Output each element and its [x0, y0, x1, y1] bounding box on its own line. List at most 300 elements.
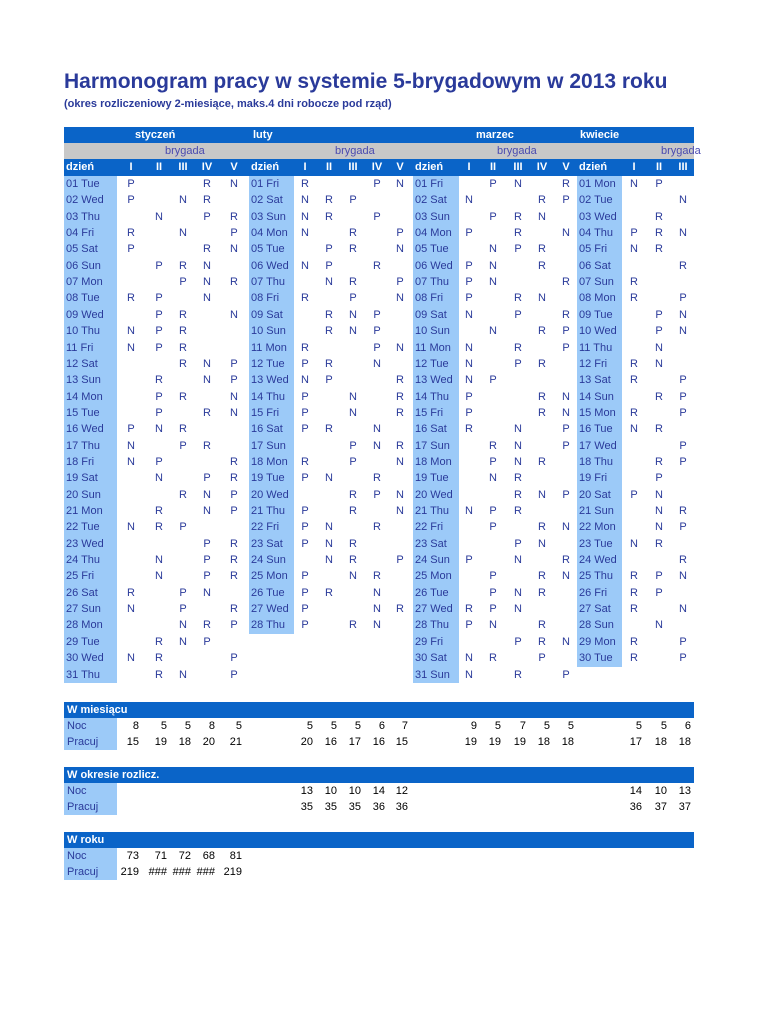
shift-cell: R	[655, 243, 663, 256]
shift-cell: N	[465, 194, 473, 207]
summary-value: 5	[184, 720, 191, 732]
summary-value: 37	[654, 801, 667, 813]
day-cell: 24 Thu	[66, 554, 101, 567]
shift-cell: R	[179, 357, 187, 370]
summary-value: 16	[372, 736, 385, 748]
shift-cell: R	[396, 390, 404, 403]
summary-value: 5	[235, 720, 242, 732]
shift-cell: R	[396, 603, 404, 616]
shift-cell: P	[630, 227, 638, 240]
shift-cell: R	[538, 357, 546, 370]
brigade-header-V: V	[562, 161, 570, 173]
shift-cell: N	[349, 406, 357, 419]
shift-cell: P	[562, 325, 570, 338]
summary-row-label: Noc	[64, 848, 117, 864]
shift-cell: N	[349, 390, 357, 403]
summary-value: 17	[348, 736, 361, 748]
shift-cell: R	[538, 455, 546, 468]
summary-value: 219	[223, 866, 242, 878]
shift-cell: N	[127, 341, 135, 354]
shift-cell: P	[127, 243, 135, 256]
shift-cell: N	[514, 439, 522, 452]
day-cell: 03 Sun	[251, 210, 286, 223]
shift-cell: N	[373, 423, 381, 436]
shift-cell: P	[679, 635, 687, 648]
shift-cell: N	[301, 194, 309, 207]
shift-cell: N	[155, 570, 163, 583]
day-cell: 28 Thu	[415, 619, 450, 632]
summary-value: 16	[324, 736, 337, 748]
shift-cell: P	[679, 455, 687, 468]
shift-cell: R	[562, 554, 570, 567]
shift-cell: R	[325, 325, 333, 338]
summary-value: 18	[178, 736, 191, 748]
day-cell: 14 Mon	[66, 390, 103, 403]
summary-value: 10	[324, 785, 337, 797]
shift-cell: N	[538, 292, 546, 305]
day-cell: 22 Mon	[579, 521, 616, 534]
shift-cell: P	[203, 210, 211, 223]
shift-cell: N	[230, 406, 238, 419]
shift-cell: R	[630, 586, 638, 599]
shift-cell: N	[630, 243, 638, 256]
shift-cell: P	[179, 439, 187, 452]
shift-cell: N	[655, 488, 663, 501]
shift-cell: R	[562, 178, 570, 190]
summary-value: 8	[208, 720, 215, 732]
day-cell: 28 Mon	[66, 619, 103, 632]
brigade-header-I: I	[632, 161, 636, 173]
shift-cell: R	[538, 194, 546, 207]
shift-cell: P	[465, 259, 473, 272]
summary-value: 8	[132, 720, 139, 732]
shift-cell: R	[630, 406, 638, 419]
shift-cell: N	[514, 554, 522, 567]
shift-cell: R	[655, 210, 663, 223]
shift-cell: R	[489, 439, 497, 452]
day-cell: 12 Sat	[66, 357, 98, 370]
summary-value: 19	[488, 736, 501, 748]
shift-cell: N	[465, 668, 473, 681]
shift-cell: N	[325, 521, 333, 534]
day-cell: 27 Sun	[66, 603, 101, 616]
shift-cell: P	[155, 390, 163, 403]
shift-cell: P	[514, 635, 522, 648]
shift-cell: P	[230, 374, 238, 387]
shift-cell: N	[127, 652, 135, 665]
day-cell: 10 Sun	[415, 325, 450, 338]
day-cell: 03 Sun	[415, 210, 450, 223]
shift-cell: N	[301, 259, 309, 272]
shift-cell: R	[396, 406, 404, 419]
shift-cell: P	[301, 423, 309, 436]
shift-cell: P	[489, 586, 497, 599]
shift-cell: R	[301, 341, 309, 354]
shift-cell: P	[179, 521, 187, 534]
shift-cell: P	[203, 635, 211, 648]
summary-row-label: Pracuj	[64, 799, 117, 815]
shift-cell: N	[127, 455, 135, 468]
shift-cell: N	[489, 472, 497, 485]
shift-cell: N	[301, 227, 309, 240]
shift-cell: N	[155, 554, 163, 567]
shift-cell: R	[679, 259, 687, 272]
shift-cell: P	[562, 194, 570, 207]
shift-cell: P	[538, 652, 546, 665]
day-cell: 17 Sun	[251, 439, 286, 452]
day-cell: 27 Sat	[579, 603, 611, 616]
shift-cell: N	[396, 292, 404, 305]
summary-value: 37	[678, 801, 691, 813]
shift-cell: R	[325, 194, 333, 207]
brigade-header-IV: IV	[201, 161, 213, 173]
shift-cell: R	[155, 635, 163, 648]
shift-cell: N	[514, 603, 522, 616]
shift-cell: N	[465, 357, 473, 370]
day-cell: 01 Fri	[415, 178, 444, 190]
shift-cell: N	[655, 505, 663, 517]
day-cell: 13 Sun	[66, 374, 101, 387]
shift-cell: R	[489, 652, 497, 665]
brigade-label: brygada	[497, 145, 537, 157]
shift-cell: N	[179, 227, 187, 240]
day-cell: 13 Wed	[415, 374, 453, 387]
shift-cell: P	[301, 521, 309, 534]
shift-cell: R	[679, 505, 687, 517]
shift-cell: P	[396, 227, 404, 240]
shift-cell: N	[203, 276, 211, 289]
summary-value: 5	[567, 720, 574, 732]
brigade-header-III: III	[348, 161, 358, 173]
day-cell: 07 Thu	[415, 276, 450, 289]
shift-cell: N	[179, 194, 187, 207]
shift-cell: P	[301, 603, 309, 616]
shift-cell: R	[538, 390, 546, 403]
summary-value: 17	[629, 736, 642, 748]
day-cell: 23 Tue	[579, 537, 613, 550]
shift-cell: R	[325, 210, 333, 223]
shift-cell: R	[301, 292, 309, 305]
brigade-header-V: V	[396, 161, 404, 173]
summary-value: 12	[395, 785, 408, 797]
summary-value: 6	[378, 720, 385, 732]
shift-cell: R	[655, 423, 663, 436]
summary-value: 36	[629, 801, 642, 813]
summary-value: 35	[348, 801, 361, 813]
shift-cell: R	[179, 423, 187, 436]
shift-cell: R	[203, 619, 211, 632]
shift-cell: P	[630, 488, 638, 501]
summary-value: 5	[660, 720, 667, 732]
shift-cell: N	[679, 194, 687, 207]
shift-cell: R	[349, 505, 357, 517]
shift-cell: N	[465, 652, 473, 665]
shift-cell: N	[203, 505, 211, 517]
shift-cell: P	[562, 439, 570, 452]
shift-cell: P	[301, 390, 309, 403]
summary-value: 18	[678, 736, 691, 748]
shift-cell: P	[655, 308, 663, 321]
day-cell: 02 Sat	[415, 194, 447, 207]
shift-cell: P	[489, 603, 497, 616]
shift-cell: R	[630, 357, 638, 370]
day-cell: 24 Sun	[251, 554, 286, 567]
day-cell: 26 Sat	[66, 586, 98, 599]
day-cell: 05 Fri	[579, 243, 608, 256]
shift-cell: N	[655, 357, 663, 370]
shift-cell: P	[203, 537, 211, 550]
shift-cell: N	[562, 406, 570, 419]
summary-value: 18	[537, 736, 550, 748]
shift-cell: P	[373, 308, 381, 321]
shift-cell: N	[230, 390, 238, 403]
summary-value: 73	[126, 850, 139, 862]
summary-value: 5	[635, 720, 642, 732]
day-cell: 09 Sat	[251, 308, 283, 321]
shift-cell: P	[465, 619, 473, 632]
day-cell: 05 Sat	[66, 243, 98, 256]
shift-cell: N	[514, 423, 522, 436]
shift-cell: N	[155, 472, 163, 485]
shift-cell: P	[230, 227, 238, 240]
shift-cell: N	[179, 619, 187, 632]
brigade-header-IV: IV	[371, 161, 383, 173]
day-cell: 29 Fri	[415, 635, 444, 648]
brigade-header-I: I	[467, 161, 471, 173]
shift-cell: R	[514, 210, 522, 223]
summary-value: 5	[494, 720, 501, 732]
day-cell: 13 Sat	[579, 374, 611, 387]
summary-value: 20	[300, 736, 313, 748]
shift-cell: R	[630, 292, 638, 305]
shift-cell: P	[514, 243, 522, 256]
summary-value: 5	[543, 720, 550, 732]
shift-cell: P	[127, 194, 135, 207]
shift-cell: P	[373, 341, 381, 354]
shift-cell: P	[373, 210, 381, 223]
shift-cell: N	[396, 243, 404, 256]
summary-value: 15	[395, 736, 408, 748]
shift-cell: N	[679, 308, 687, 321]
day-cell: 09 Sat	[415, 308, 447, 321]
summary-value: ###	[148, 866, 167, 878]
shift-cell: R	[373, 521, 381, 534]
day-cell: 30 Wed	[66, 652, 104, 665]
shift-cell: N	[203, 586, 211, 599]
shift-cell: N	[630, 178, 638, 190]
day-cell: 21 Mon	[66, 505, 103, 517]
shift-cell: R	[230, 603, 238, 616]
shift-cell: P	[301, 570, 309, 583]
shift-cell: R	[230, 570, 238, 583]
shift-cell: P	[655, 325, 663, 338]
shift-cell: P	[230, 488, 238, 501]
summary-row-label: Noc	[64, 718, 117, 734]
shift-cell: R	[230, 537, 238, 550]
shift-cell: P	[301, 619, 309, 632]
shift-cell: R	[538, 325, 546, 338]
day-cell: 02 Wed	[66, 194, 104, 207]
shift-cell: N	[489, 619, 497, 632]
day-cell: 05 Tue	[251, 243, 285, 256]
brigade-header-II: II	[655, 161, 663, 173]
shift-cell: N	[127, 603, 135, 616]
shift-cell: R	[325, 423, 333, 436]
day-cell: 16 Sat	[415, 423, 447, 436]
summary-value: 7	[519, 720, 526, 732]
day-cell: 20 Wed	[251, 488, 289, 501]
shift-cell: P	[489, 374, 497, 387]
day-cell: 07 Mon	[66, 276, 103, 289]
summary-value: 10	[654, 785, 667, 797]
shift-cell: R	[514, 341, 522, 354]
summary-value: 21	[229, 736, 242, 748]
shift-cell: P	[203, 570, 211, 583]
shift-cell: R	[465, 423, 473, 436]
shift-cell: R	[349, 227, 357, 240]
day-cell: 30 Sat	[415, 652, 447, 665]
shift-cell: N	[155, 210, 163, 223]
day-cell: 23 Wed	[66, 537, 104, 550]
shift-cell: P	[679, 521, 687, 534]
shift-cell: N	[489, 243, 497, 256]
shift-cell: N	[679, 227, 687, 240]
shift-cell: R	[514, 488, 522, 501]
brigade-header-III: III	[513, 161, 523, 173]
summary-value: 36	[372, 801, 385, 813]
shift-cell: N	[538, 488, 546, 501]
day-cell: 17 Wed	[579, 439, 617, 452]
day-cell: 27 Wed	[415, 603, 453, 616]
shift-cell: N	[203, 259, 211, 272]
shift-cell: N	[230, 178, 238, 190]
shift-cell: P	[489, 505, 497, 517]
summary-value: 19	[154, 736, 167, 748]
day-cell: 07 Thu	[251, 276, 286, 289]
summary-value: 5	[306, 720, 313, 732]
shift-cell: R	[349, 554, 357, 567]
shift-cell: N	[630, 537, 638, 550]
day-cell: 06 Wed	[415, 259, 453, 272]
shift-cell: P	[373, 488, 381, 501]
shift-cell: N	[325, 537, 333, 550]
shift-cell: R	[155, 505, 163, 517]
summary-row-label: Pracuj	[64, 734, 117, 750]
shift-cell: R	[325, 308, 333, 321]
shift-cell: N	[562, 635, 570, 648]
shift-cell: P	[230, 505, 238, 517]
shift-cell: R	[538, 259, 546, 272]
day-cell: 08 Fri	[415, 292, 444, 305]
shift-cell: R	[155, 668, 163, 681]
brigade-label: brygada	[335, 145, 375, 157]
month-name: luty	[253, 129, 273, 141]
shift-cell: P	[325, 243, 333, 256]
shift-cell: R	[179, 488, 187, 501]
summary-value: ###	[196, 866, 215, 878]
day-cell: 29 Tue	[66, 635, 100, 648]
summary-value: 14	[372, 785, 385, 797]
summary-value: 219	[120, 866, 139, 878]
shift-cell: P	[489, 210, 497, 223]
brigade-header-I: I	[303, 161, 307, 173]
day-cell: 10 Thu	[66, 325, 101, 338]
shift-cell: N	[465, 308, 473, 321]
month-name: marzec	[476, 129, 514, 141]
summary-value: 5	[354, 720, 361, 732]
shift-cell: R	[301, 455, 309, 468]
summary-value: 18	[561, 736, 574, 748]
summary-value: 7	[401, 720, 408, 732]
shift-cell: N	[396, 505, 404, 517]
day-cell: 06 Sat	[579, 259, 611, 272]
shift-cell: R	[514, 227, 522, 240]
shift-cell: P	[325, 259, 333, 272]
shift-cell: N	[396, 455, 404, 468]
shift-cell: R	[538, 406, 546, 419]
summary-value: 72	[178, 850, 191, 862]
day-cell: 16 Sat	[251, 423, 283, 436]
page-title: Harmonogram pracy w systemie 5-brygadowym w 2013 roku	[64, 70, 668, 93]
shift-cell: N	[127, 439, 135, 452]
day-cell: 20 Sat	[579, 488, 611, 501]
shift-cell: P	[489, 178, 497, 190]
day-cell: 19 Tue	[415, 472, 449, 485]
shift-cell: N	[325, 554, 333, 567]
day-cell: 16 Tue	[579, 423, 613, 436]
shift-cell: N	[630, 423, 638, 436]
shift-cell: P	[679, 439, 687, 452]
shift-cell: R	[514, 472, 522, 485]
summary-value: 14	[629, 785, 642, 797]
day-cell: 24 Wed	[579, 554, 617, 567]
day-cell: 20 Sun	[66, 488, 101, 501]
shift-cell: P	[562, 488, 570, 501]
summary-value: 81	[229, 850, 242, 862]
shift-cell: R	[230, 210, 238, 223]
day-cell: 25 Mon	[251, 570, 288, 583]
day-cell: 12 Tue	[415, 357, 449, 370]
shift-cell: N	[373, 603, 381, 616]
shift-cell: N	[465, 341, 473, 354]
day-cell: 17 Sun	[415, 439, 450, 452]
shift-cell: R	[630, 652, 638, 665]
day-cell: 25 Thu	[579, 570, 614, 583]
shift-cell: P	[155, 406, 163, 419]
shift-cell: P	[489, 521, 497, 534]
shift-cell: R	[325, 357, 333, 370]
day-cell: 26 Fri	[579, 586, 608, 599]
shift-cell: N	[349, 570, 357, 583]
shift-cell: P	[155, 292, 163, 305]
shift-cell: R	[179, 390, 187, 403]
shift-cell: P	[179, 276, 187, 289]
shift-cell: R	[373, 259, 381, 272]
shift-cell: N	[396, 341, 404, 354]
shift-cell: N	[203, 357, 211, 370]
day-cell: 31 Thu	[66, 668, 101, 681]
shift-cell: R	[373, 472, 381, 485]
shift-cell: R	[655, 390, 663, 403]
shift-cell: R	[562, 308, 570, 321]
shift-cell: N	[514, 586, 522, 599]
shift-cell: R	[538, 586, 546, 599]
shift-cell: P	[489, 455, 497, 468]
day-cell: 02 Tue	[579, 194, 613, 207]
day-cell: 19 Fri	[579, 472, 608, 485]
shift-cell: R	[538, 619, 546, 632]
day-cell: 12 Tue	[251, 357, 285, 370]
